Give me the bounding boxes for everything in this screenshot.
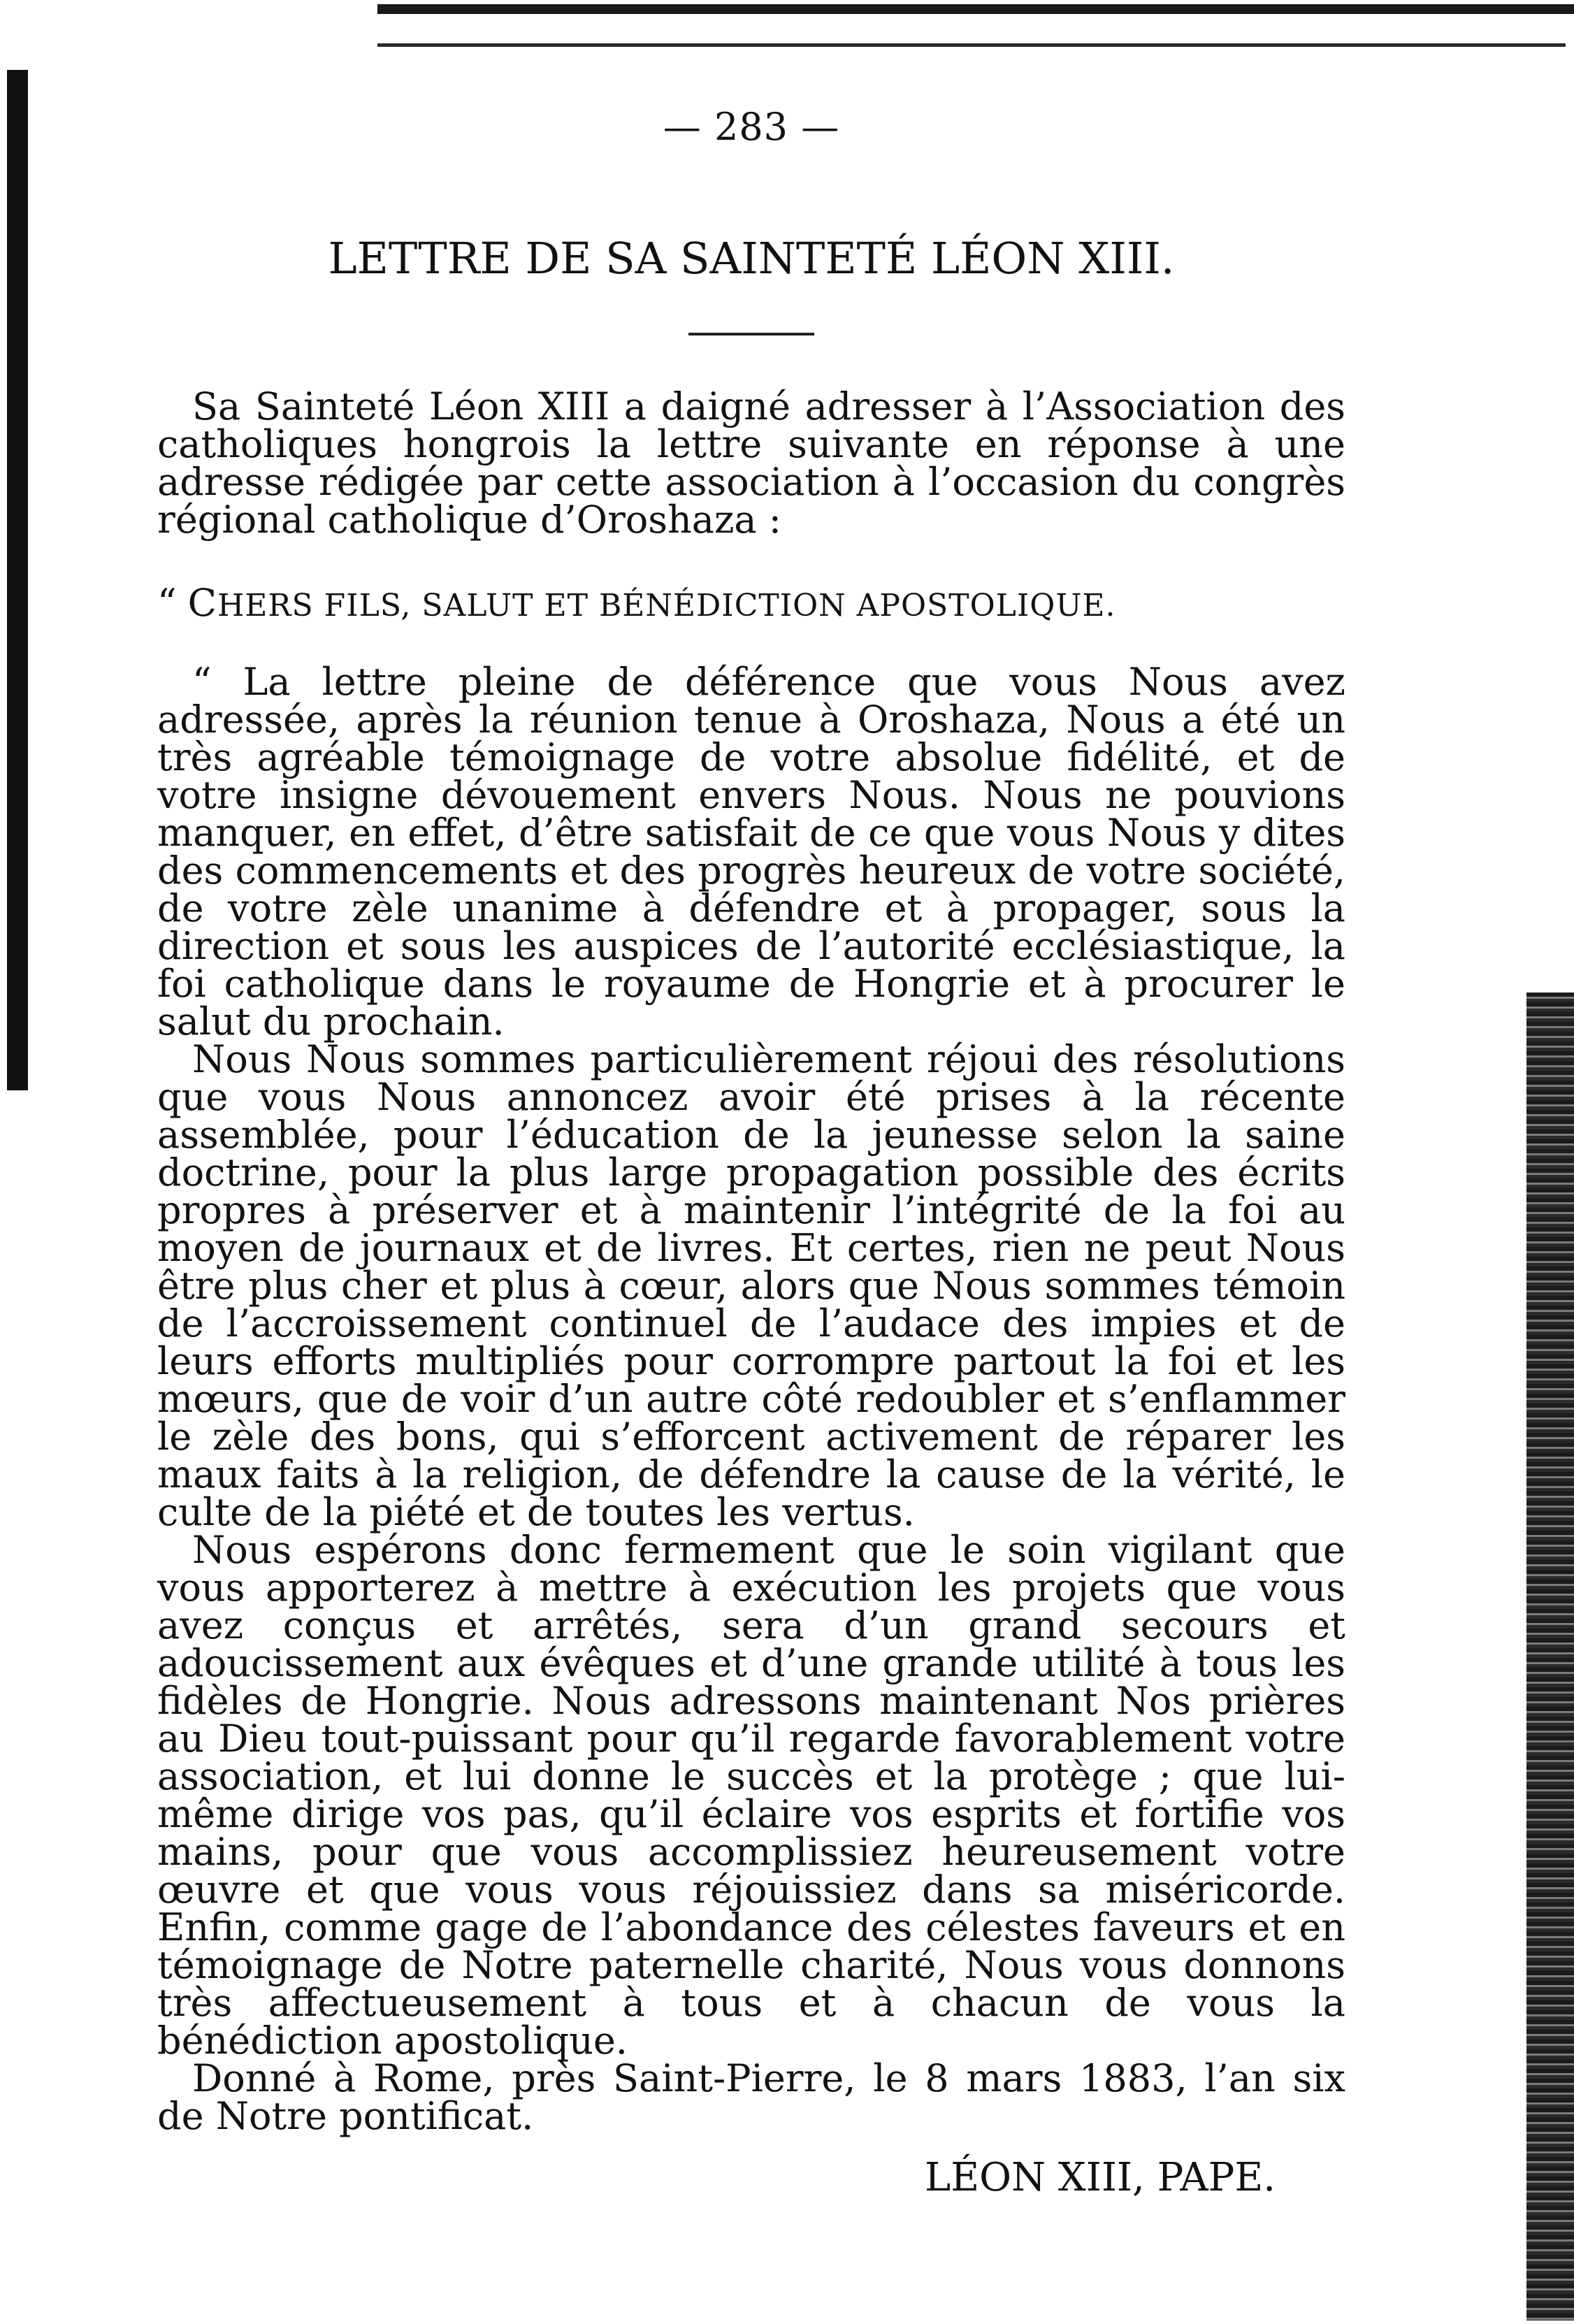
signature: LÉON XIII, PAPE.	[925, 2155, 1276, 2200]
document-page	[157, 105, 1345, 2200]
letter-title: LETTRE DE SA SAINTETÉ LÉON XIII.	[328, 233, 1175, 284]
body-paragraph-3: Nous espérons donc fermement que le soin vigilant que vous apporterez à mettre à exécution les projets que vous avez conçus et arrêtés, sera d’un grand secours et adoucissement aux évêques et d’une grande utilité à tous les fidèles de Hongrie. Nous adressons maintenant Nos prières au Dieu tout-puissant pour qu’il regarde favorablement votre association, et lui donne le succès et la protège ; que lui-même dirige vos pas, qu’il éclaire vos esprits et fortifie vos mains, pour que vous accomplissiez heureusement votre œuvre et que vous vous réjouissiez dans sa miséricorde. Enfin, comme gage de l’abondance des célestes faveurs et en témoignage de Notre paternelle charité, Nous vous donnons très affectueusement à tous et à chacun de vous la bénédiction apostolique.	[157, 1528, 1345, 2063]
salutation-quote: “	[157, 581, 178, 625]
title-divider	[688, 333, 814, 335]
page-number: — 283 —	[663, 105, 840, 149]
closing-paragraph: Donné à Rome, près Saint-Pierre, le 8 mars 1883, l’an six de Notre pontificat.	[157, 2056, 1345, 2138]
intro-paragraph: Sa Sainteté Léon XIII a daigné adresser à l’Association des catholiques hongrois la lettre suivante en réponse à une adresse rédigée par cette association à l’occasion du congrès régional catholique d’Oroshaza :	[157, 384, 1345, 542]
salutation-initial: C	[187, 581, 217, 625]
body-paragraph-2: Nous Nous sommes particulièrement réjoui des résolutions que vous Nous annoncez avoir été prises à la récente assemblée, pour l’éducation de la jeunesse selon la saine doctrine, pour la plus large propagation possible des écrits propres à préserver et à maintenir l’intégrité de la foi au moyen de journaux et de livres. Et certes, rien ne peut Nous être plus cher et plus à cœur, alors que Nous sommes témoin de l’accroissement continuel de l’audace des impies et de leurs efforts multipliés pour corrompre partout la foi et les mœurs, que de voir d’un autre côté redoubler et s’enflammer le zèle des bons, qui s’efforcent activement de réparer les maux faits à la religion, de défendre la cause de la vérité, le culte de la piété et de toutes les vertus.	[157, 1037, 1345, 1534]
body-paragraph-1: “ La lettre pleine de déférence que vous Nous avez adressée, après la réunion tenue à Oroshaza, Nous a été un très agréable témoignage de votre absolue fidélité, et de votre insigne dévouement envers Nous. Nous ne pouvions manquer, en effet, d’être satisfait de ce que vous Nous y dites des commencements et des progrès heureux de votre société, de votre zèle unanime à défendre et à propager, sous la direction et sous les auspices de l’autorité ecclésiastique, la foi catholique dans le royaume de Hongrie et à procurer le salut du prochain.	[157, 660, 1345, 1044]
salutation-text: HERS FILS, SALUT ET BÉNÉDICTION APOSTOLIQUE.	[217, 588, 1116, 623]
scan-border-left	[7, 70, 28, 1090]
salutation	[157, 581, 1345, 625]
scan-border-top-thin	[377, 43, 1566, 47]
scan-border-right	[1526, 993, 1574, 2321]
scan-border-top	[377, 4, 1574, 14]
